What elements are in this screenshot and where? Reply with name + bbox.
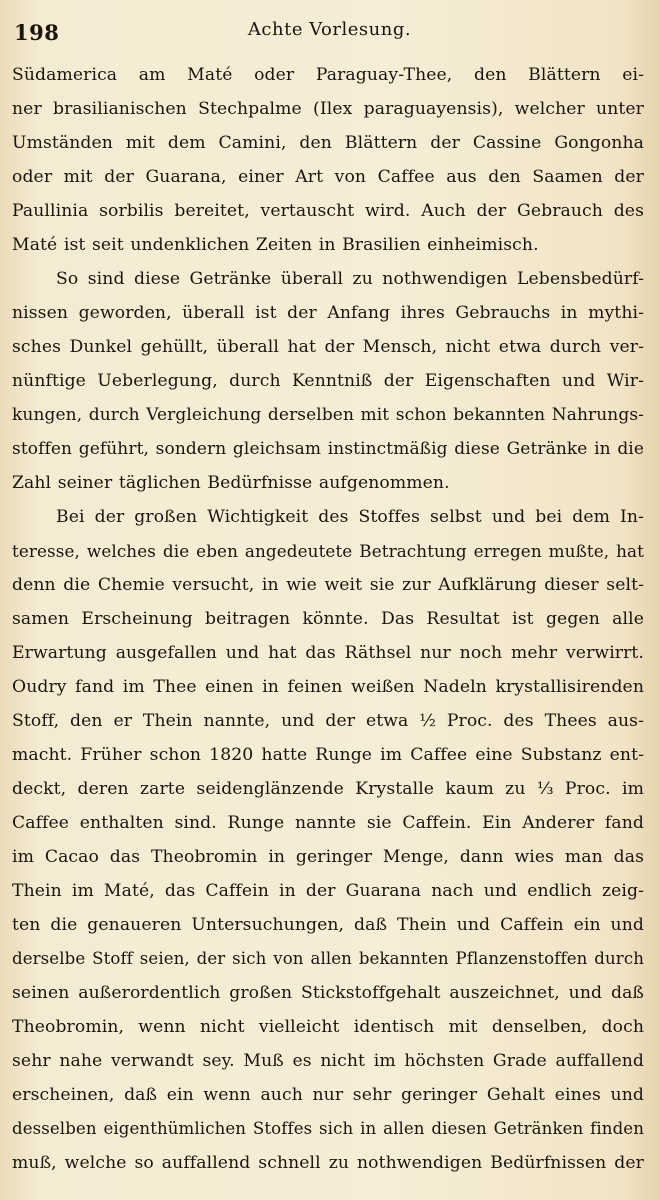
text-line: Erwartung ausgefallen und hat das Räthsel nur noch mehr verwirrt. bbox=[12, 643, 644, 663]
text-line: Theobromin, wenn nicht vielleicht identisch mit denselben, doch bbox=[12, 1017, 644, 1037]
text-line: desselben eigenthümlichen Stoffes sich in allen diesen Getränken finden bbox=[12, 1119, 644, 1138]
text-line: Umständen mit dem Camini, den Blättern der Cassine Gongonha bbox=[12, 133, 644, 153]
text-line: ner brasilianischen Stechpalme (Ilex paraguayensis), welcher unter bbox=[12, 99, 644, 119]
text-line: teresse, welches die eben angedeutete Betrachtung erregen mußte, hat bbox=[12, 541, 644, 561]
text-line: ten die genaueren Untersuchungen, daß Thein und Caffein ein und bbox=[12, 915, 644, 935]
text-line: So sind diese Getränke überall zu nothwendigen Lebensbedürf- bbox=[56, 269, 644, 289]
text-line: Oudry fand im Thee einen in feinen weißen Nadeln krystallisirenden bbox=[12, 677, 644, 697]
text-line: nissen geworden, überall ist der Anfang ihres Gebrauchs in mythi- bbox=[12, 303, 644, 323]
text-line: Paullinia sorbilis bereitet, vertauscht wird. Auch der Gebrauch des bbox=[12, 201, 644, 221]
text-line: oder mit der Guarana, einer Art von Caffee aus den Saamen der bbox=[12, 167, 644, 187]
text-line: nünftige Ueberlegung, durch Kenntniß der Eigenschaften und Wir- bbox=[12, 371, 644, 391]
text-line: sehr nahe verwandt sey. Muß es nicht im höchsten Grade auffallend bbox=[12, 1051, 644, 1071]
text-line: Bei der großen Wichtigkeit des Stoffes selbst und bei dem In- bbox=[56, 507, 644, 527]
text-line: denn die Chemie versucht, in wie weit sie zur Aufklärung dieser selt- bbox=[12, 575, 644, 595]
text-line: macht. Früher schon 1820 hatte Runge im Caffee eine Substanz ent- bbox=[12, 745, 644, 765]
text-line: Maté ist seit undenklichen Zeiten in Brasilien einheimisch. bbox=[12, 235, 539, 255]
body-text bbox=[12, 58, 644, 1180]
text-line: im Cacao das Theobromin in geringer Menge, dann wies man das bbox=[12, 847, 644, 867]
text-line: Thein im Maté, das Caffein in der Guarana nach und endlich zeig- bbox=[12, 881, 644, 901]
text-line: derselbe Stoff seien, der sich von allen bekannten Pflanzenstoffen durch bbox=[12, 949, 644, 968]
text-line: stoffen geführt, sondern gleichsam instinctmäßig diese Getränke in die bbox=[12, 439, 644, 459]
text-line: sches Dunkel gehüllt, überall hat der Mensch, nicht etwa durch ver- bbox=[12, 337, 644, 357]
text-line: muß, welche so auffallend schnell zu nothwendigen Bedürfnissen der bbox=[12, 1153, 644, 1173]
text-line: seinen außerordentlich großen Stickstoffgehalt auszeichnet, und daß bbox=[12, 983, 644, 1003]
text-line: Südamerica am Maté oder Paraguay-Thee, den Blättern ei- bbox=[12, 65, 644, 85]
running-head bbox=[10, 18, 649, 48]
text-line: deckt, deren zarte seidenglänzende Krystalle kaum zu ⅓ Proc. im bbox=[12, 779, 644, 799]
text-line: erscheinen, daß ein wenn auch nur sehr geringer Gehalt eines und bbox=[12, 1085, 644, 1105]
running-title: Achte Vorlesung. bbox=[247, 19, 412, 40]
page-number: 198 bbox=[14, 20, 60, 45]
text-line: samen Erscheinung beitragen könnte. Das Resultat ist gegen alle bbox=[12, 609, 644, 629]
text-line: kungen, durch Vergleichung derselben mit schon bekannten Nahrungs- bbox=[12, 405, 644, 425]
text-line: Zahl seiner täglichen Bedürfnisse aufgenommen. bbox=[12, 473, 450, 493]
text-line: Stoff, den er Thein nannte, und der etwa ½ Proc. des Thees aus- bbox=[12, 711, 644, 731]
text-line: Caffee enthalten sind. Runge nannte sie Caffein. Ein Anderer fand bbox=[12, 813, 644, 833]
